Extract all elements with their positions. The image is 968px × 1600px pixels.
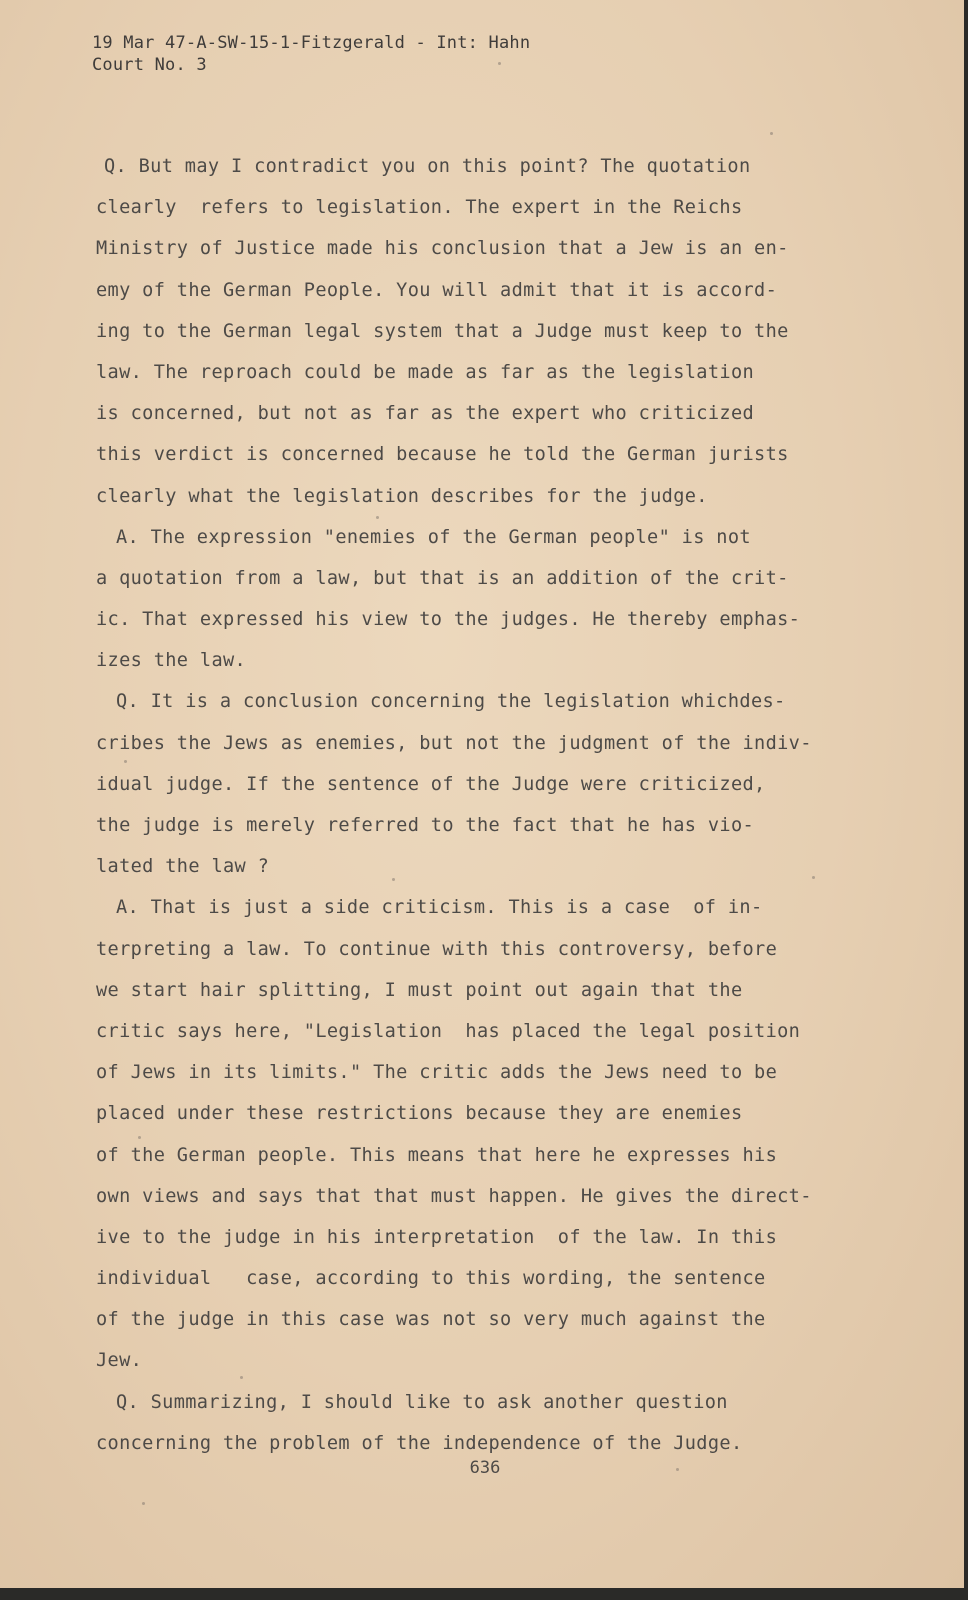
transcript-line: clearly what the legislation describes for the judge. — [96, 485, 708, 507]
document-header — [92, 32, 530, 76]
transcript-line: Q. But may I contradict you on this point? The quotation — [104, 156, 751, 177]
paper-speck — [142, 1502, 145, 1505]
transcript-line: Jew. — [96, 1350, 143, 1372]
transcript-line: placed under these restrictions because they are enemies — [96, 1103, 743, 1125]
paper-speck — [770, 132, 773, 135]
transcript-line: of the judge in this case was not so very much against the — [96, 1309, 766, 1331]
transcript-line: izes the law. — [96, 650, 247, 672]
transcript-line: ic. That expressed his view to the judges. He thereby emphas- — [96, 609, 801, 631]
transcript-line: cribes the Jews as enemies, but not the judgment of the indiv- — [96, 732, 812, 754]
paper-speck — [392, 878, 395, 881]
transcript-line: clearly refers to legislation. The expert in the Reichs — [96, 197, 743, 219]
paper-speck — [812, 876, 815, 879]
transcript-line: the judge is merely referred to the fact that he has vio- — [96, 815, 755, 836]
paper-speck — [240, 1376, 243, 1379]
scan-border — [0, 1588, 968, 1600]
transcript-line: idual judge. If the sentence of the Judge were criticized, — [96, 773, 766, 795]
paper-speck — [376, 516, 379, 519]
transcript-line: concerning the problem of the independence of the Judge. — [96, 1432, 743, 1454]
transcript-line: Ministry of Justice made his conclusion that a Jew is an en- — [96, 238, 789, 260]
transcript-line: emy of the German People. You will admit that it is accord- — [96, 279, 778, 301]
transcript-line: own views and says that that must happen. He gives the direct- — [96, 1185, 812, 1207]
transcript-line: A. That is just a side criticism. This is a case of in- — [116, 897, 763, 919]
paper-speck — [138, 1136, 141, 1139]
header-reference-line: 19 Mar 47-A-SW-15-1-Fitzgerald - Int: Hahn — [92, 33, 531, 53]
paper-speck — [498, 62, 501, 65]
transcript-line: terpreting a law. To continue with this controversy, before — [96, 938, 778, 960]
paper-speck — [124, 760, 127, 763]
transcript-line: individual case, according to this wording, the sentence — [96, 1268, 766, 1290]
transcript-line: is concerned, but not as far as the expert who criticized — [96, 403, 755, 425]
transcript-line: A. The expression "enemies of the German people" is not — [116, 526, 751, 548]
paper-speck — [676, 1468, 679, 1471]
transcript-line: of the German people. This means that here he expresses his — [96, 1144, 778, 1166]
transcript-line: Q. It is a conclusion concerning the legislation whichdes- — [116, 691, 786, 713]
transcript-line: ive to the judge in his interpretation of the law. In this — [96, 1226, 778, 1248]
transcript-body — [96, 146, 866, 1464]
transcript-line: Q. Summarizing, I should like to ask another question — [116, 1391, 728, 1413]
transcript-line: of Jews in its limits." The critic adds the Jews need to be — [96, 1062, 778, 1084]
transcript-line: this verdict is concerned because he told the German jurists — [96, 444, 789, 466]
transcript-line: we start hair splitting, I must point out again that the — [96, 979, 743, 1001]
transcript-line: ing to the German legal system that a Judge must keep to the — [96, 320, 789, 342]
transcript-line: a quotation from a law, but that is an addition of the crit- — [96, 567, 789, 589]
transcript-line: critic says here, "Legislation has placed the legal position — [96, 1020, 801, 1042]
transcript-line: law. The reproach could be made as far as the legislation — [96, 361, 755, 383]
page-number: 636 — [469, 1458, 501, 1478]
transcript-line: lated the law ? — [96, 856, 270, 878]
header-court-line: Court No. 3 — [92, 55, 207, 75]
